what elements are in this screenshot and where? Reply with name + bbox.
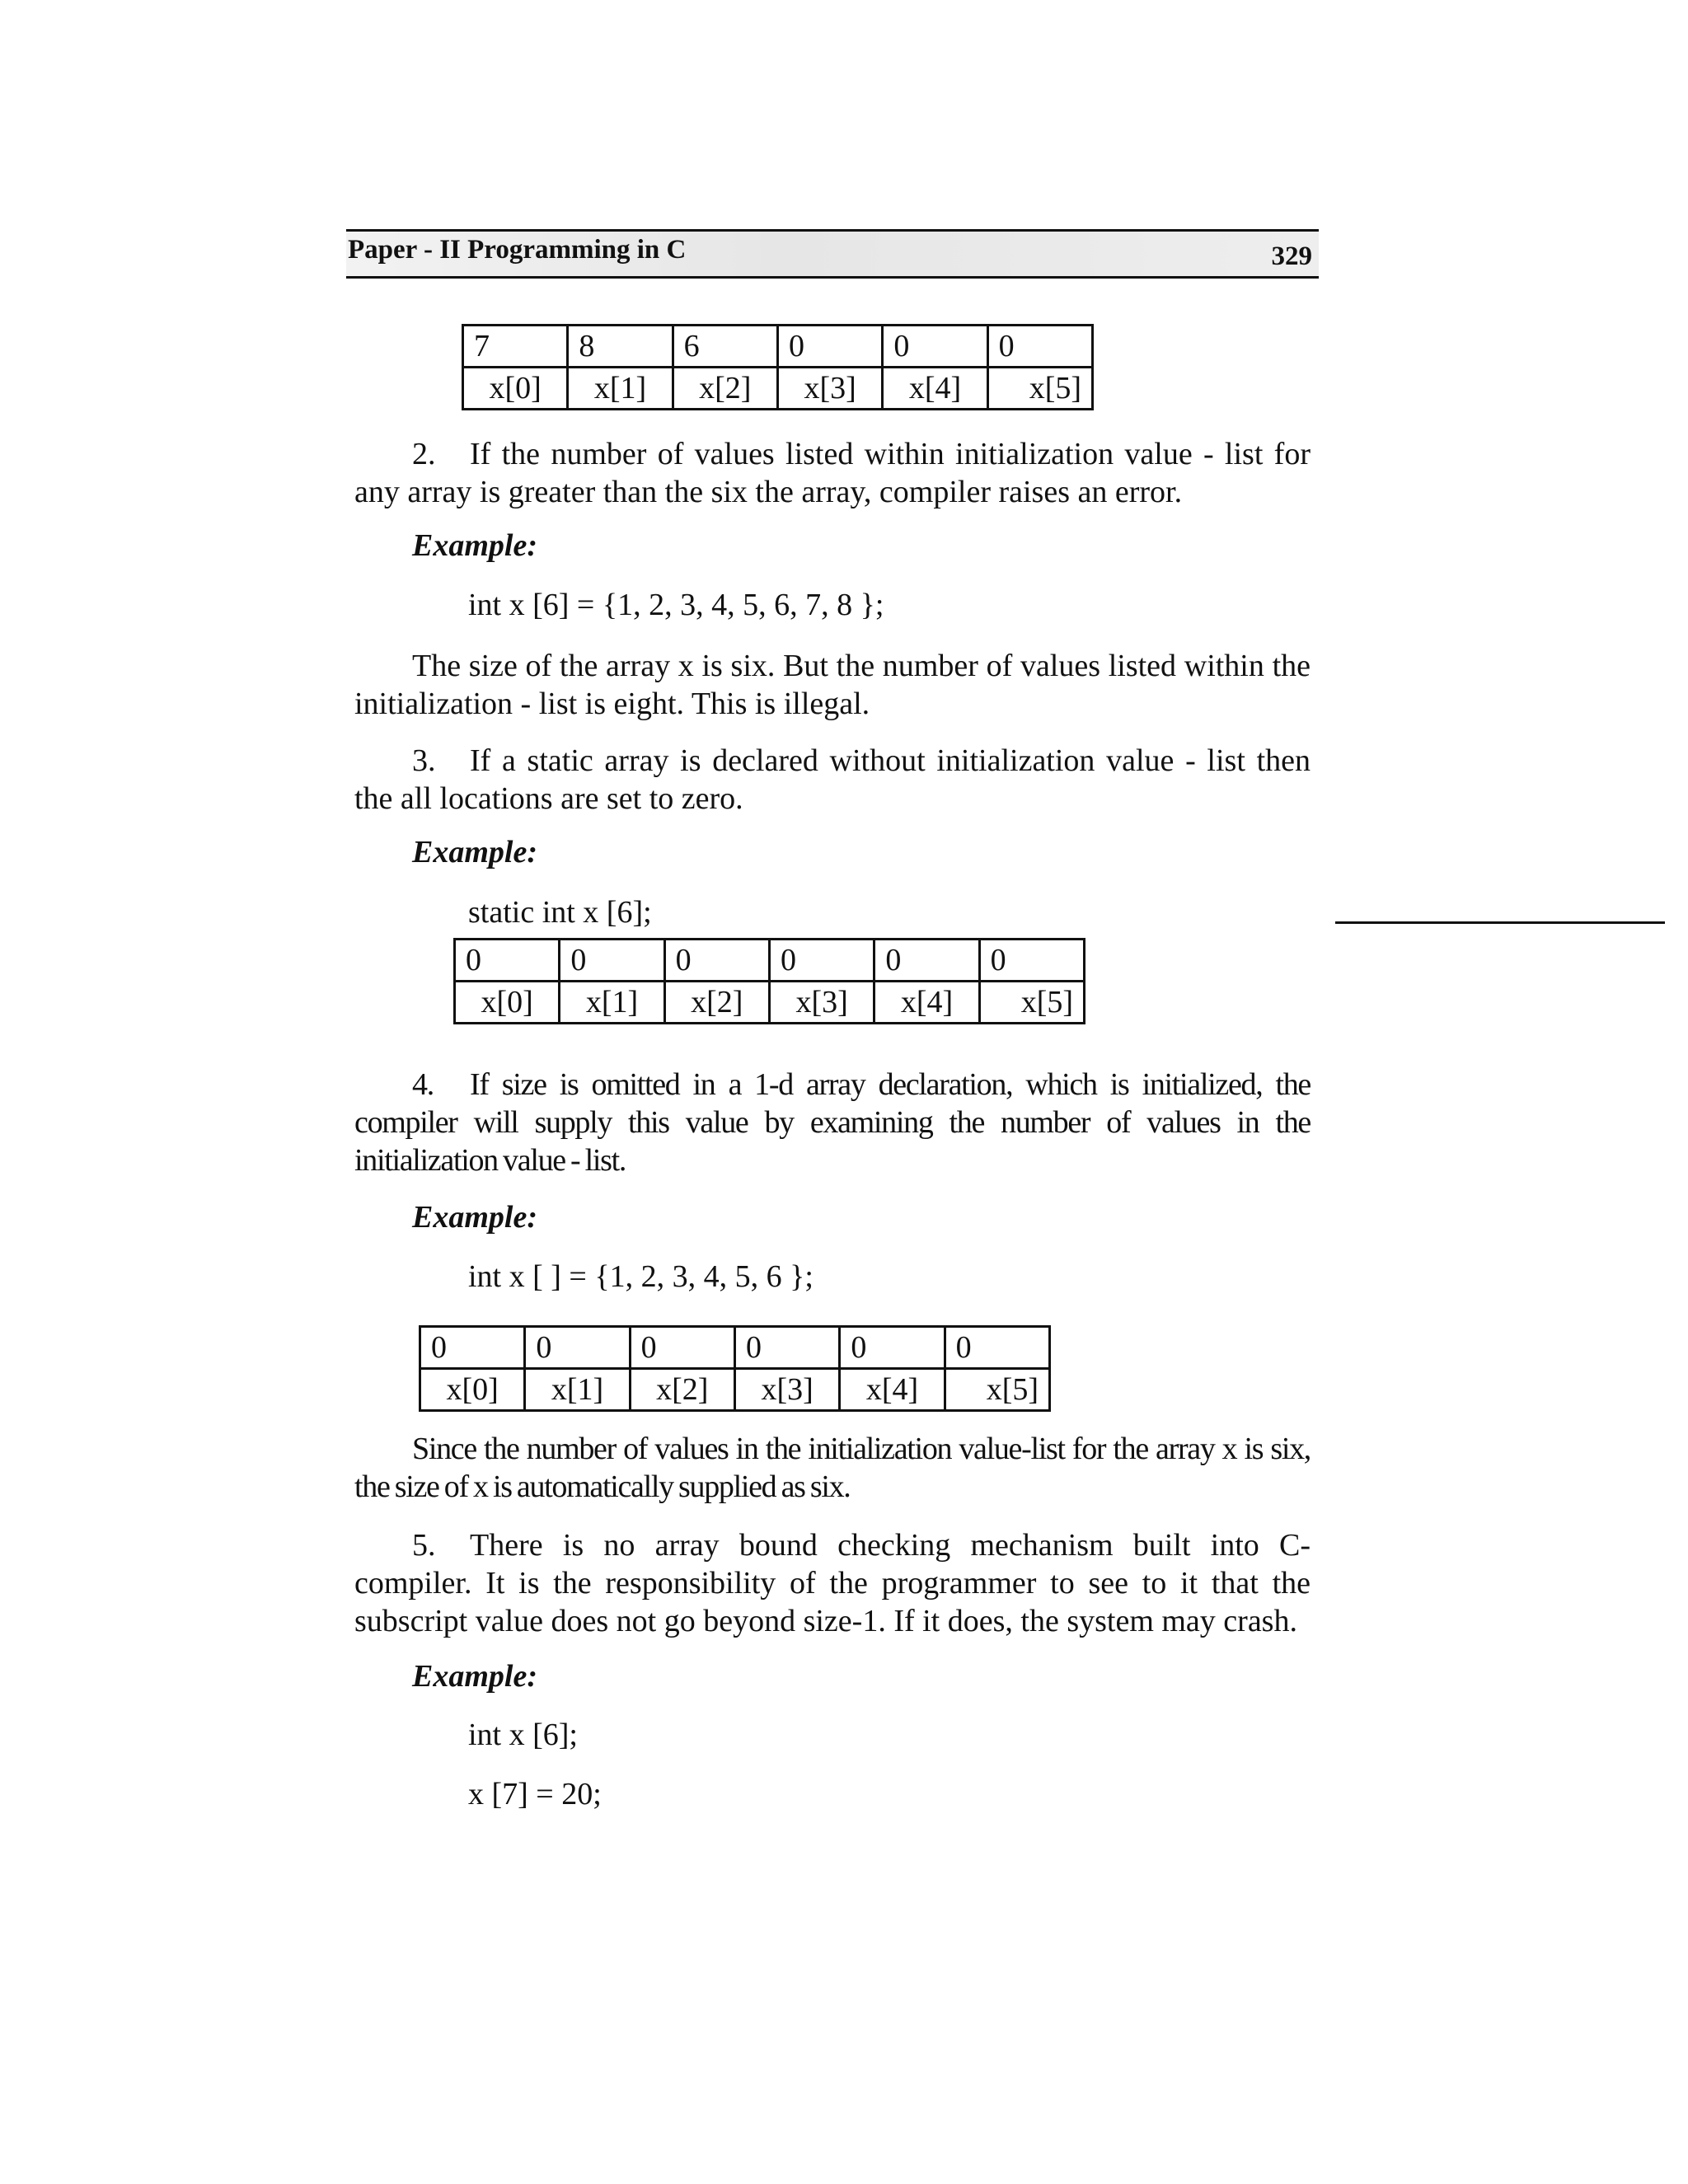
array-value-cell: 0 xyxy=(734,1327,839,1369)
array-table-1 xyxy=(462,324,1094,410)
array-value-cell: 0 xyxy=(987,326,1092,368)
array-index-cell: x[0] xyxy=(455,982,560,1024)
page-header xyxy=(346,229,1319,279)
point-4-paragraph xyxy=(354,1066,1311,1179)
example-label: Example: xyxy=(412,528,537,563)
code-line: static int x [6]; xyxy=(468,895,652,930)
array-index-cell: x[4] xyxy=(883,368,987,410)
point-4-explanation xyxy=(354,1430,1311,1506)
array-index-cell: x[3] xyxy=(769,982,874,1024)
array-index-cell: x[0] xyxy=(420,1369,525,1411)
point-text: If a static array is declared without initialization value - list then the all locations are set to zero. xyxy=(354,743,1311,816)
point-number: 2. xyxy=(412,437,436,471)
array-table-3 xyxy=(419,1325,1051,1412)
point-number: 4. xyxy=(412,1067,434,1102)
array-index-cell: x[5] xyxy=(987,368,1092,410)
point-5-paragraph xyxy=(354,1526,1311,1640)
array-value-cell: 0 xyxy=(874,940,979,982)
point-text: There is no array bound checking mechanism built into C-compiler. It is the responsibility of the programmer to see to it that the subscript value does not go beyond size-1. If it does, the system may crash. xyxy=(354,1528,1311,1638)
array-index-cell: x[2] xyxy=(673,368,777,410)
code-line: int x [6]; xyxy=(468,1718,578,1752)
array-values-row xyxy=(420,1327,1050,1369)
array-index-cell: x[3] xyxy=(734,1369,839,1411)
array-value-cell: 0 xyxy=(420,1327,525,1369)
point-text: If size is omitted in a 1-d array declaration, which is initialized, the compiler will supply this value by examining the number of values in the initialization value - list. xyxy=(354,1067,1311,1178)
array-value-cell: 0 xyxy=(664,940,769,982)
array-index-cell: x[5] xyxy=(945,1369,1049,1411)
array-value-cell: 0 xyxy=(560,940,664,982)
explanation-text: Since the number of values in the initialization value-list for the array x is six, the size of x is automatically supplied as six. xyxy=(354,1432,1311,1504)
point-3-paragraph xyxy=(354,742,1311,818)
code-line: x [7] = 20; xyxy=(468,1777,602,1811)
array-index-row xyxy=(455,982,1085,1024)
point-2-paragraph xyxy=(354,435,1311,511)
array-values-row xyxy=(463,326,1093,368)
array-value-cell: 6 xyxy=(673,326,777,368)
array-index-cell: x[2] xyxy=(664,982,769,1024)
array-index-cell: x[5] xyxy=(979,982,1084,1024)
array-index-cell: x[4] xyxy=(840,1369,945,1411)
array-index-cell: x[2] xyxy=(630,1369,734,1411)
array-value-cell: 0 xyxy=(979,940,1084,982)
array-values-row xyxy=(455,940,1085,982)
array-value-cell: 8 xyxy=(568,326,673,368)
array-value-cell: 0 xyxy=(525,1327,630,1369)
explanation-text: The size of the array x is six. But the number of values listed within the initialization - list is eight. This is illegal. xyxy=(354,649,1311,721)
example-label: Example: xyxy=(412,835,537,869)
array-value-cell: 7 xyxy=(463,326,568,368)
example-label: Example: xyxy=(412,1659,537,1694)
point-number: 5. xyxy=(412,1528,436,1563)
code-line: int x [ ] = {1, 2, 3, 4, 5, 6 }; xyxy=(468,1259,814,1294)
array-index-row xyxy=(463,368,1093,410)
array-index-cell: x[1] xyxy=(525,1369,630,1411)
header-title: Paper - II Programming in C xyxy=(348,235,687,265)
array-value-cell: 0 xyxy=(455,940,560,982)
array-index-cell: x[3] xyxy=(777,368,882,410)
array-index-cell: x[4] xyxy=(874,982,979,1024)
array-value-cell: 0 xyxy=(840,1327,945,1369)
array-value-cell: 0 xyxy=(769,940,874,982)
array-index-row xyxy=(420,1369,1050,1411)
array-table-2 xyxy=(453,938,1085,1024)
array-index-cell: x[0] xyxy=(463,368,568,410)
page-number: 329 xyxy=(1271,241,1312,271)
point-number: 3. xyxy=(412,743,436,778)
code-line: int x [6] = {1, 2, 3, 4, 5, 6, 7, 8 }; xyxy=(468,588,884,622)
array-value-cell: 0 xyxy=(777,326,882,368)
point-text: If the number of values listed within initialization value - list for any array is greater than the six the array, compiler raises an error. xyxy=(354,437,1311,509)
array-value-cell: 0 xyxy=(883,326,987,368)
array-index-cell: x[1] xyxy=(568,368,673,410)
array-value-cell: 0 xyxy=(630,1327,734,1369)
point-2-explanation xyxy=(354,647,1311,723)
margin-rule xyxy=(1335,921,1665,924)
array-value-cell: 0 xyxy=(945,1327,1049,1369)
array-index-cell: x[1] xyxy=(560,982,664,1024)
example-label: Example: xyxy=(412,1200,537,1235)
